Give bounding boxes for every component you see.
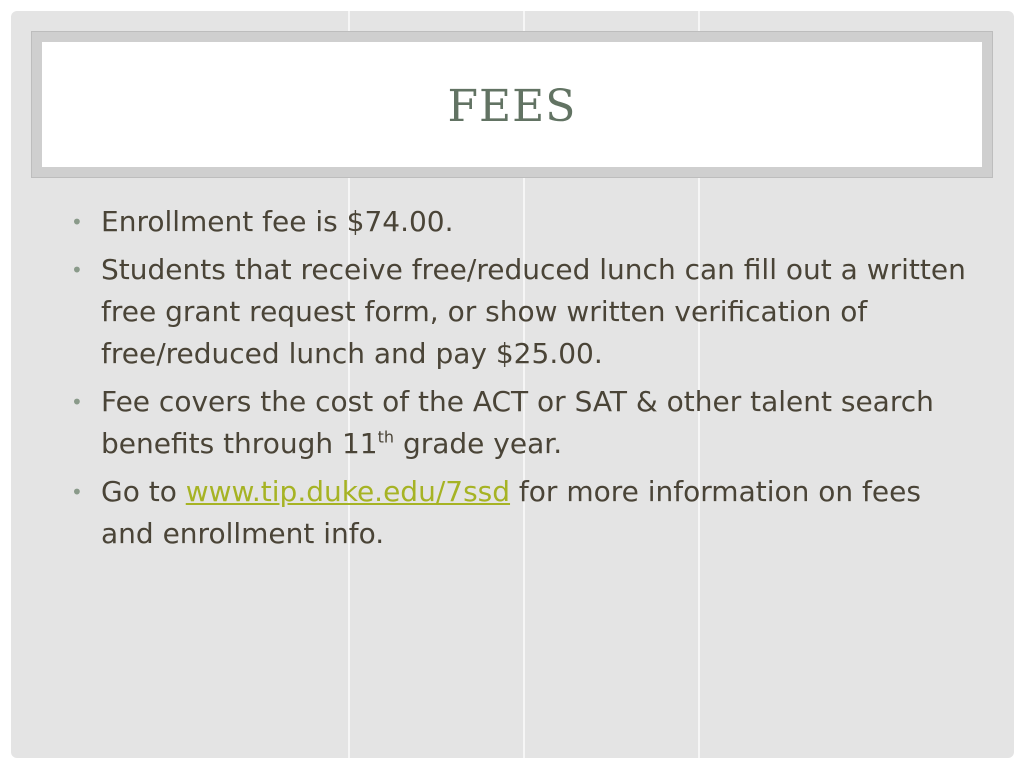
superscript: th xyxy=(377,427,395,447)
bullet-text: Fee covers the cost of the ACT or SAT & other talent search benefits through 11 xyxy=(101,385,934,460)
bullet-icon: • xyxy=(71,258,83,282)
bullet-item xyxy=(71,381,971,465)
website-link[interactable]: www.tip.duke.edu/7ssd xyxy=(185,475,511,508)
bullet-text: Students that receive free/reduced lunch can fill out a written free grant request form, or show written verification of free/reduced lunch and pay $25.00. xyxy=(101,253,966,370)
bullet-item xyxy=(71,201,971,243)
bullet-item xyxy=(71,471,971,555)
bullet-icon: • xyxy=(71,390,83,414)
bullet-item xyxy=(71,249,971,375)
slide xyxy=(11,11,1014,758)
bullet-text: Go to xyxy=(101,475,186,508)
title-box xyxy=(42,42,982,167)
slide-title: FEES xyxy=(447,81,577,132)
bullet-text: grade year. xyxy=(394,427,563,460)
bullet-list xyxy=(71,201,971,561)
bullet-icon: • xyxy=(71,210,83,234)
bullet-text: Enrollment fee is $74.00. xyxy=(101,205,454,238)
title-frame xyxy=(31,31,993,178)
bullet-text: for more information on fees and enrollment info. xyxy=(101,475,921,550)
bullet-icon: • xyxy=(71,480,83,504)
